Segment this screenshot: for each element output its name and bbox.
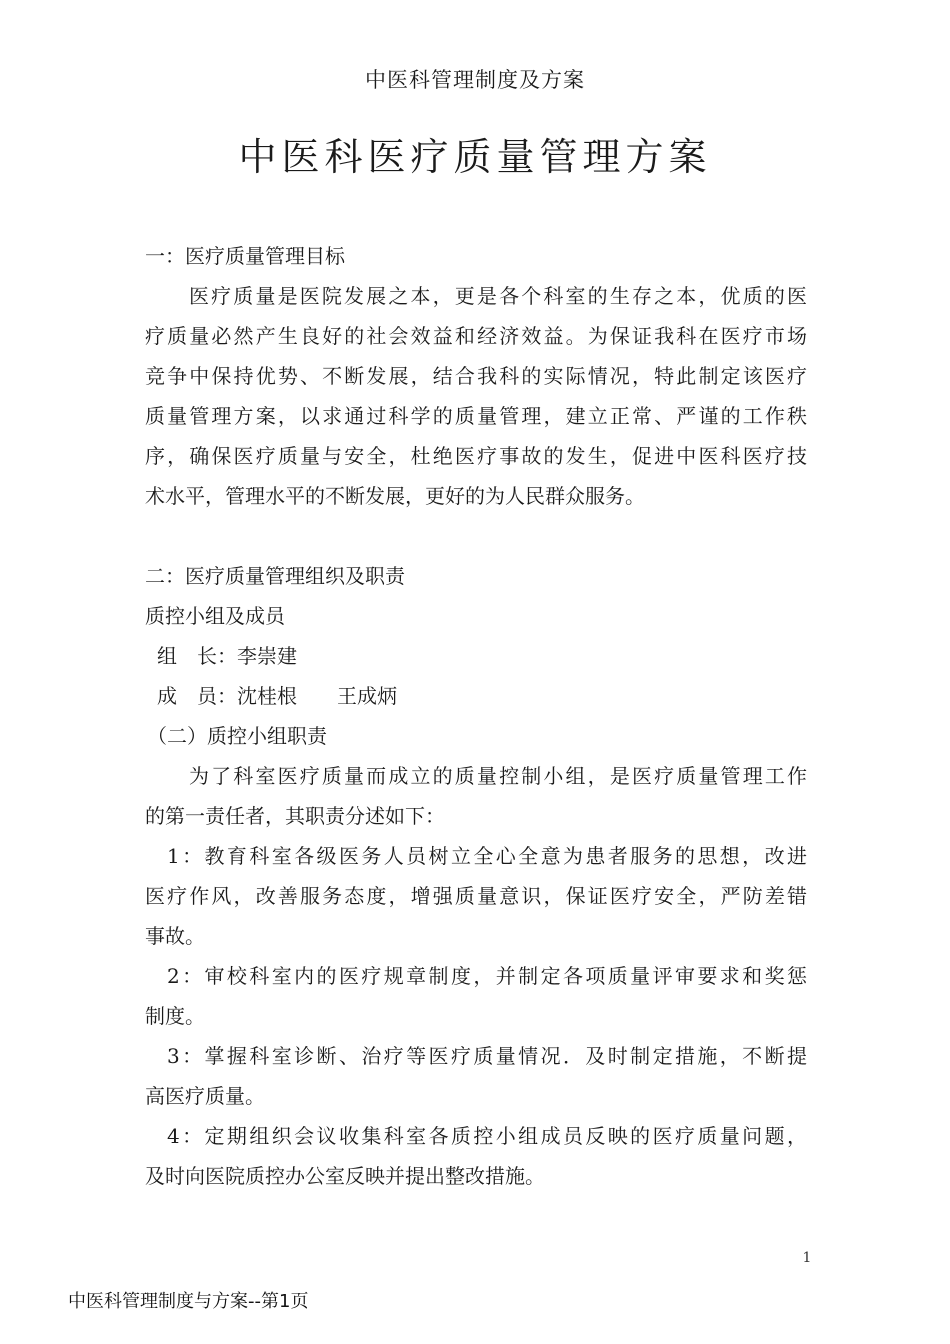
duty-line: 4：定期组织会议收集科室各质控小组成员反映的医疗质量问题，: [167, 1124, 807, 1148]
section-1-paragraph: [145, 276, 807, 516]
group-leader: 组 长：李崇建: [157, 644, 297, 668]
paragraph-line: 疗质量必然产生良好的社会效益和经济效益。为保证我科在医疗市场: [145, 324, 807, 348]
section-2-heading: 二：医疗质量管理组织及职责: [145, 564, 405, 588]
footer-page-label: 中医科管理制度与方案--第1页: [68, 1291, 309, 1312]
page-number: 1: [802, 1250, 812, 1266]
duty-line: 高医疗质量。: [145, 1084, 265, 1108]
duty-line: 3：掌握科室诊断、治疗等医疗质量情况．及时制定措施，不断提: [167, 1044, 807, 1068]
duties-heading: （二）质控小组职责: [147, 724, 327, 748]
document-body: [145, 236, 807, 1196]
group-members: 成 员：沈桂根 王成炳: [157, 684, 397, 708]
paragraph-line: 术水平，管理水平的不断发展，更好的为人民群众服务。: [145, 484, 645, 508]
running-header: 中医科管理制度及方案: [365, 68, 585, 92]
duties-intro: [145, 756, 807, 836]
duty-line: 1：教育科室各级医务人员树立全心全意为患者服务的思想，改进: [167, 844, 807, 868]
duty-item-3: [145, 1036, 807, 1116]
paragraph-line: 医疗质量是医院发展之本，更是各个科室的生存之本，优质的医: [189, 284, 807, 308]
paragraph-line: 竞争中保持优势、不断发展，结合我科的实际情况，特此制定该医疗: [145, 364, 807, 388]
duty-item-2: [145, 956, 807, 1036]
duty-line: 事故。: [145, 924, 205, 948]
paragraph-line: 为了科室医疗质量而成立的质量控制小组，是医疗质量管理工作: [189, 764, 807, 788]
duty-item-4: [145, 1116, 807, 1196]
duty-item-1: [145, 836, 807, 956]
paragraph-line: 的第一责任者，其职责分述如下：: [145, 804, 445, 828]
qc-group-subheading: 质控小组及成员: [145, 604, 285, 628]
duty-line: 2：审校科室内的医疗规章制度，并制定各项质量评审要求和奖惩: [167, 964, 807, 988]
section-1-heading: 一：医疗质量管理目标: [145, 244, 345, 268]
duty-line: 医疗作风，改善服务态度，增强质量意识，保证医疗安全，严防差错: [145, 884, 807, 908]
duty-line: 制度。: [145, 1004, 205, 1028]
duty-line: 及时向医院质控办公室反映并提出整改措施。: [145, 1164, 545, 1188]
section-gap: [145, 516, 807, 556]
paragraph-line: 质量管理方案，以求通过科学的质量管理，建立正常、严谨的工作秩: [145, 404, 807, 428]
document-title: 中医科医疗质量管理方案: [238, 135, 712, 179]
paragraph-line: 序，确保医疗质量与安全，杜绝医疗事故的发生，促进中医科医疗技: [145, 444, 807, 468]
